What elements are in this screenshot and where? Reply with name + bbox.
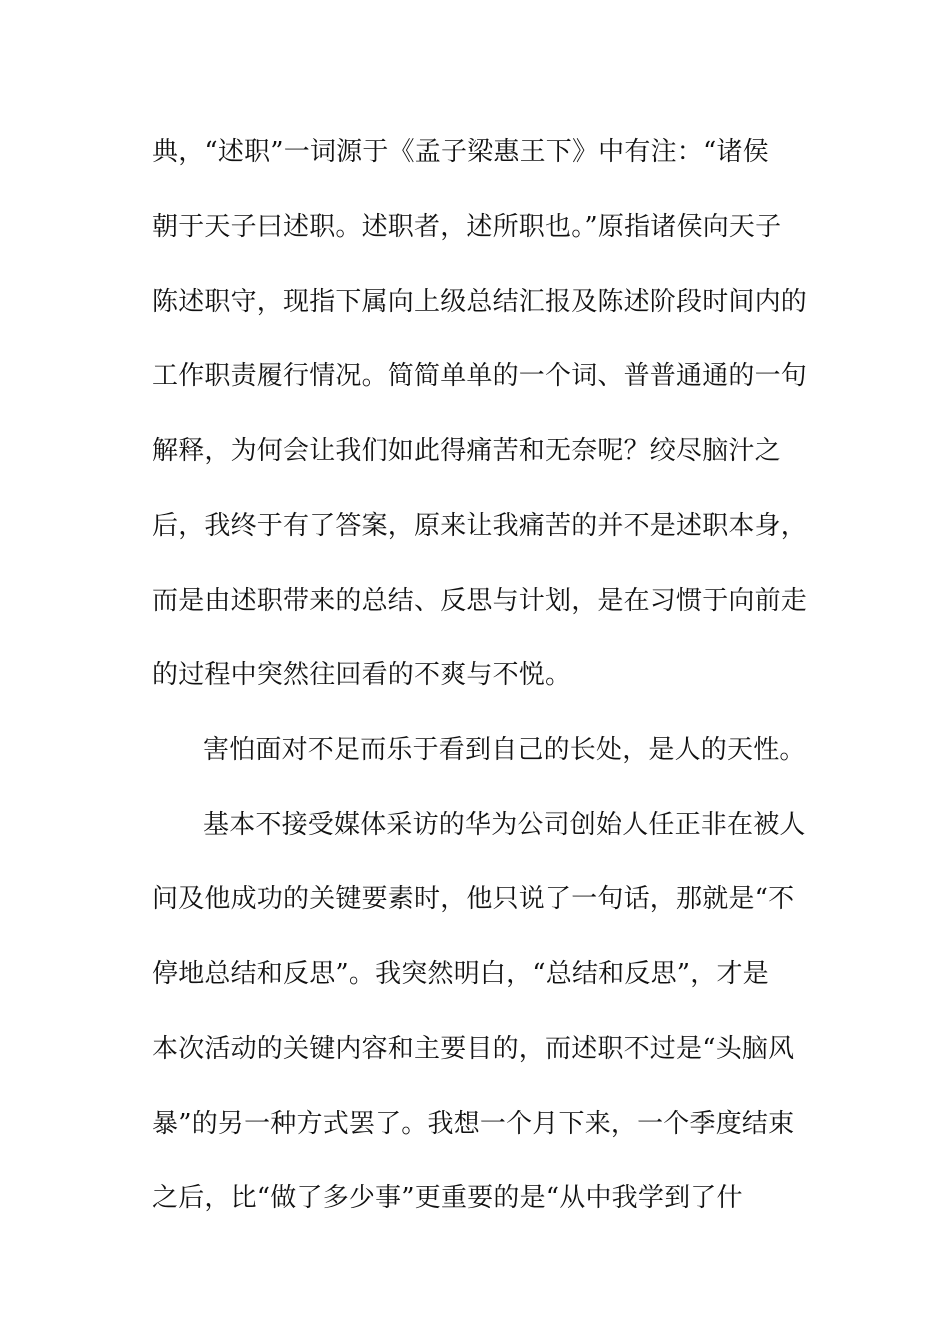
- text-line-1: 典，“述职”一词源于《孟子梁惠王下》中有注：“诸侯: [152, 137, 769, 167]
- text-line-7: 而是由述职带来的总结、反思与计划，是在习惯于向前走: [152, 586, 808, 616]
- text-line-14: 暴”的另一种方式罢了。我想一个月下来，一个季度结束: [152, 1109, 795, 1139]
- text-line-12: 停地总结和反思”。我突然明白，“总结和反思”，才是: [152, 959, 769, 989]
- text-line-9: 害怕面对不足而乐于看到自己的长处，是人的天性。: [203, 735, 806, 765]
- text-line-8: 的过程中突然往回看的不爽与不悦。: [152, 660, 572, 690]
- text-line-5: 解释，为何会让我们如此得痛苦和无奈呢？绞尽脑汁之: [152, 436, 781, 466]
- text-line-15: 之后，比“做了多少事”更重要的是“从中我学到了什: [152, 1183, 743, 1213]
- text-line-2: 朝于天子曰述职。述职者，述所职也。”原指诸侯向天子: [152, 212, 782, 242]
- text-line-3: 陈述职守，现指下属向上级总结汇报及陈述阶段时间内的: [152, 287, 808, 317]
- text-line-10: 基本不接受媒体采访的华为公司创始人任正非在被人: [203, 810, 806, 840]
- text-line-4: 工作职责履行情况。简简单单的一个词、普普通通的一句: [152, 361, 808, 391]
- text-line-13: 本次活动的关键内容和主要目的，而述职不过是“头脑风: [152, 1034, 795, 1064]
- text-line-11: 问及他成功的关键要素时，他只说了一句话，那就是“不: [152, 884, 795, 914]
- text-line-6: 后，我终于有了答案，原来让我痛苦的并不是述职本身，: [152, 511, 808, 541]
